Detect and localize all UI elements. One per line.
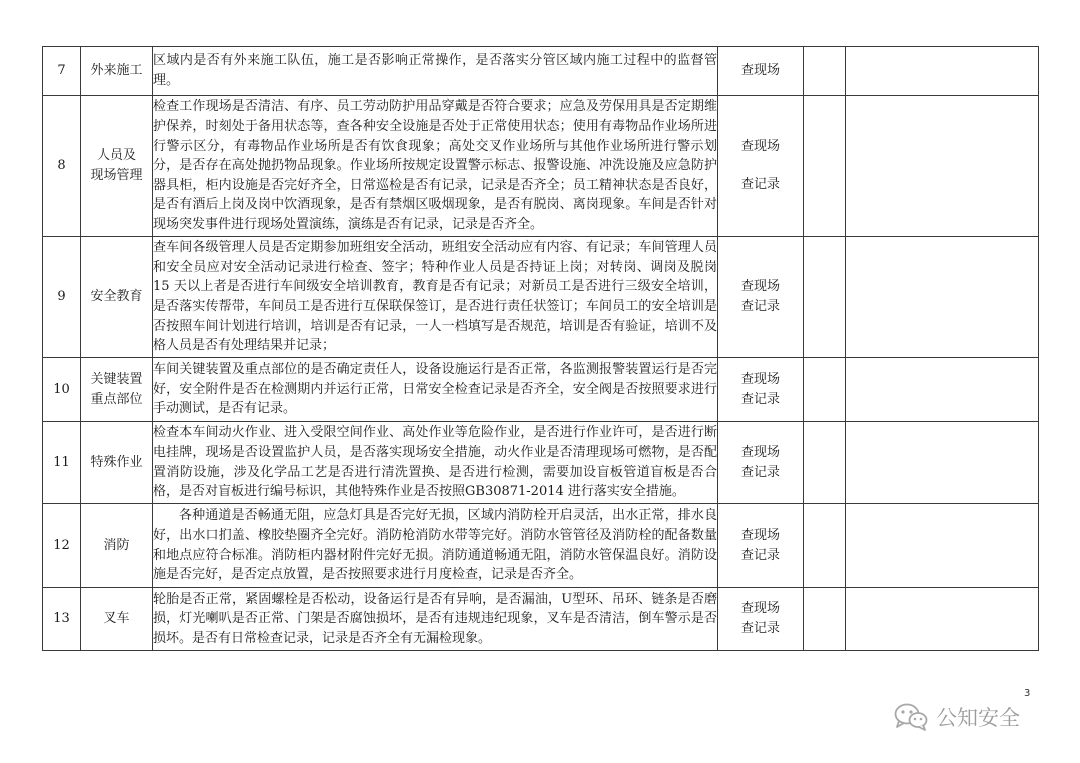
- row-number: 12: [43, 504, 81, 588]
- row-method-line: 查现场: [740, 279, 780, 295]
- table-row: [43, 358, 1039, 422]
- row-method-line: 查记录: [740, 464, 780, 480]
- blank-cell: [804, 237, 846, 358]
- row-item: [81, 504, 153, 588]
- row-item: [81, 358, 153, 422]
- row-item: [81, 237, 153, 358]
- blank-cell: [846, 96, 1039, 237]
- row-content: 检查工作现场是否清洁、有序、员工劳动防护用品穿戴是否符合要求；应急及劳保用具是否定期维护保养，时刻处于备用状态等，查各种安全设施是否处于正常使用状态；使用有毒物品作业场所进行警示区分，有毒物品作业场所是否有饮食现象；高处交叉作业场所与其他作业场所进行警示划分，是否存在高处抛扔物品现象。作业场所按规定设置警示标志、报警设施、冲洗设施及应急防护器具柜，柜内设施是否完好齐全，日常巡检是否有记录，记录是否齐全；员工精神状态是否良好，是否有酒后上岗及岗中饮酒现象，是否有禁烟区吸烟现象，是否有脱岗、离岗现象。车间是否针对现场突发事件进行现场处置演练，演练是否有记录，记录是否齐全。: [153, 96, 718, 237]
- table-row: [43, 237, 1039, 358]
- row-number: 9: [43, 237, 81, 358]
- row-item-line: 关键装置: [90, 371, 143, 387]
- row-method: [718, 422, 804, 504]
- row-method: [718, 237, 804, 358]
- row-item-line: 特殊作业: [90, 454, 143, 470]
- blank-cell: [846, 504, 1039, 588]
- row-item: [81, 422, 153, 504]
- row-method-line: 查记录: [740, 299, 780, 314]
- row-method-line: 查现场: [740, 139, 780, 155]
- row-item-line: 现场管理: [90, 168, 143, 183]
- row-method-line: 查记录: [740, 621, 780, 636]
- blank-cell: [846, 358, 1039, 422]
- row-item: [81, 588, 153, 651]
- wechat-icon: [894, 703, 928, 731]
- row-method-line: 查记录: [740, 391, 780, 407]
- row-item: [81, 96, 153, 237]
- row-content: 轮胎是否正常，紧固螺栓是否松动，设备运行是否有异响，是否漏油，U型环、吊环、链条是否磨损，灯光喇叭是否正常、门架是否腐蚀损坏，是否有违规违纪现象，叉车是否清洁，倒车警示是否损坏。是否有日常检查记录，记录是否齐全有无漏检现象。: [153, 588, 718, 651]
- row-method-line: 查现场: [740, 527, 780, 543]
- watermark-text: 公知安全: [936, 706, 1020, 730]
- row-item-line: 人员及: [96, 148, 136, 164]
- safety-checklist-table: [42, 46, 1039, 651]
- blank-cell: [804, 358, 846, 422]
- row-item-line: 叉车: [103, 611, 130, 627]
- row-item: [81, 47, 153, 96]
- watermark: [894, 700, 1020, 734]
- row-method-line: 查现场: [740, 63, 780, 79]
- table-row: [43, 422, 1039, 504]
- blank-cell: [804, 422, 846, 504]
- row-method-line: 查记录: [740, 547, 780, 563]
- row-content: 车间关键装置及重点部位的是否确定责任人，设备设施运行是否正常，各监测报警装置运行是否完好，安全附件是否在检测期内并运行正常，日常安全检查记录是否齐全，安全阀是否按照要求进行手动测试，是否有记录。: [153, 358, 718, 422]
- row-number: 11: [43, 422, 81, 504]
- row-item-line: 重点部位: [90, 391, 143, 407]
- blank-cell: [804, 504, 846, 588]
- blank-cell: [846, 588, 1039, 651]
- row-method: [718, 504, 804, 588]
- row-method: [718, 588, 804, 651]
- row-number: 7: [43, 47, 81, 96]
- row-method: [718, 358, 804, 422]
- row-number: 8: [43, 96, 81, 237]
- row-method-line: 查记录: [740, 177, 780, 192]
- row-item-line: 外来施工: [90, 63, 143, 79]
- blank-cell: [846, 237, 1039, 358]
- row-method-line: 查现场: [740, 444, 780, 460]
- row-number: 10: [43, 358, 81, 422]
- row-number: 13: [43, 588, 81, 651]
- table-row: [43, 504, 1039, 588]
- blank-cell: [804, 96, 846, 237]
- row-method-line: 查现场: [740, 371, 780, 387]
- row-item-line: 安全教育: [90, 289, 143, 305]
- page-number: 3: [1024, 688, 1031, 699]
- blank-cell: [846, 47, 1039, 96]
- row-method: [718, 96, 804, 237]
- blank-cell: [804, 588, 846, 651]
- row-item-line: 消防: [103, 537, 130, 553]
- table-row: [43, 47, 1039, 96]
- table-row: [43, 588, 1039, 651]
- row-content: 检查本车间动火作业、进入受限空间作业、高处作业等危险作业，是否进行作业许可，是否进行断电挂牌，现场是否设置监护人员，是否落实现场安全措施，动火作业是否清理现场可燃物，是否配置消防设施，涉及化学品工艺是否进行清洗置换、是否进行检测，需要加设盲板管道盲板是否合格，是否对盲板进行编号标识，其他特殊作业是否按照GB30871-2014 进行落实安全措施。: [153, 422, 718, 504]
- row-method-line: 查现场: [740, 601, 780, 617]
- blank-cell: [846, 422, 1039, 504]
- row-content: 各种通道是否畅通无阻，应急灯具是否完好无损，区域内消防栓开启灵活，出水正常，排水良好，出水口扪盖、橡胶垫圈齐全完好。消防枪消防水带等完好。消防水管管径及消防栓的配备数量和地点应符合标准。消防柜内器材附件完好无损。消防通道畅通无阻，消防水管保温良好。消防设施是否完好，是否定点放置，是否按照要求进行月度检查，记录是否齐全。: [153, 504, 718, 588]
- blank-cell: [804, 47, 846, 96]
- row-method: [718, 47, 804, 96]
- row-content: 区域内是否有外来施工队伍，施工是否影响正常操作，是否落实分管区域内施工过程中的监督管理。: [153, 47, 718, 96]
- table-row: [43, 96, 1039, 237]
- row-content: 查车间各级管理人员是否定期参加班组安全活动，班组安全活动应有内容、有记录；车间管理人员和安全员应对安全活动记录进行检查、签字；特种作业人员是否持证上岗；对转岗、调岗及脱岗 15 天以上者是否进行车间级安全培训教育，教育是否有记录；对新员工是否进行三级安全培训，是否落实传帮带，车间员工是否进行互保联保签订，是否进行责任状签订；车间员工的安全培训是否按照车间计划进行培训，培训是否有记录，一人一档填写是否规范，培训是否有验证，培训不及格人员是否有处理结果并记录；: [153, 237, 718, 358]
